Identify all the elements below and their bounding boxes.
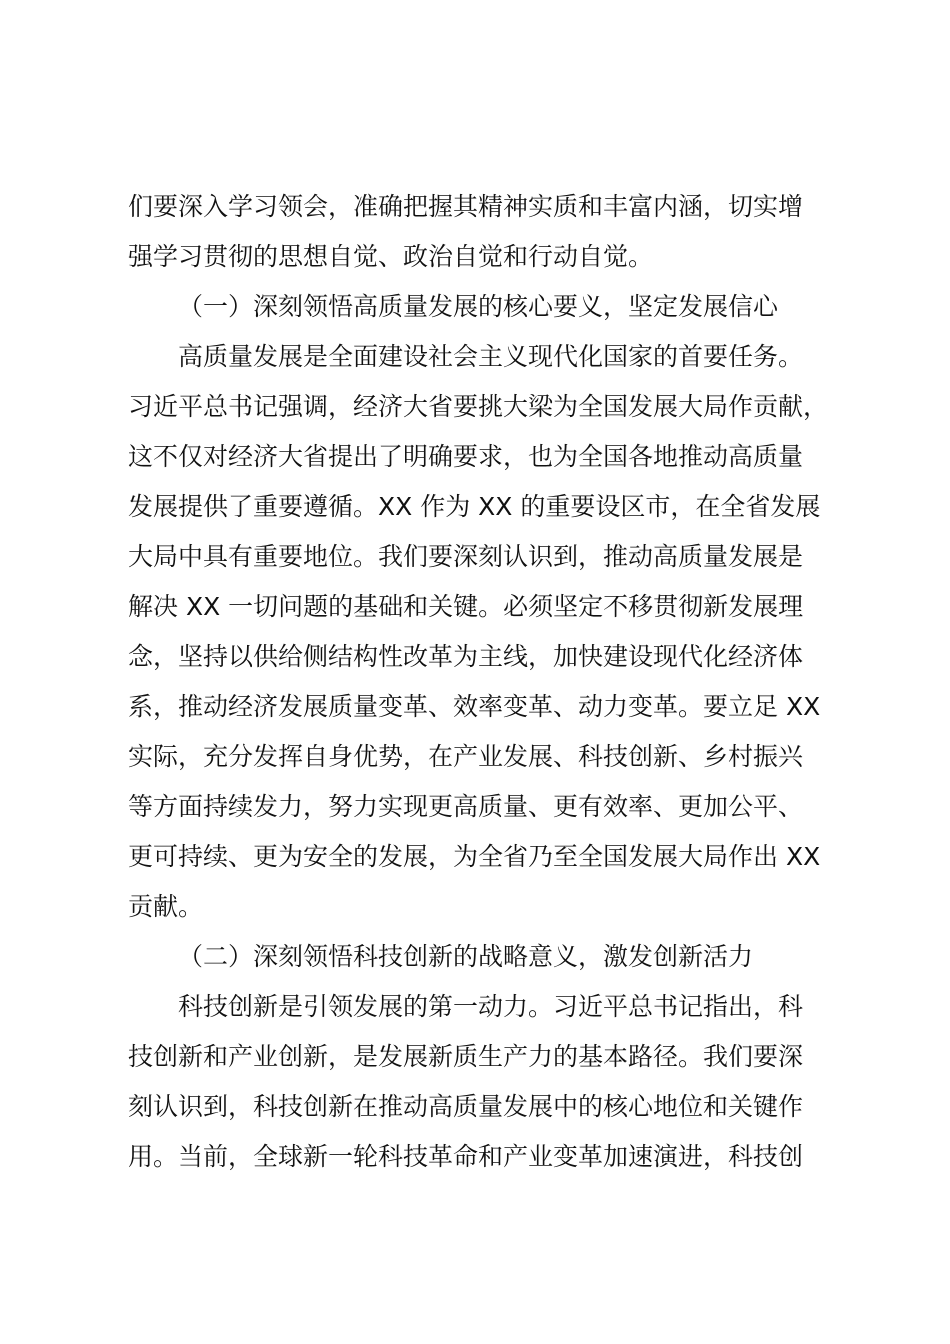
paragraph-line: 等方面持续发力，努力实现更高质量、更有效率、更加公平、: [128, 792, 804, 821]
paragraph-line: 技创新和产业创新，是发展新质生产力的基本路径。我们要深: [128, 1042, 804, 1071]
paragraph-line: 解决 XX 一切问题的基础和关键。必须坚定不移贯彻新发展理: [128, 592, 804, 621]
paragraph-line: 刻认识到，科技创新在推动高质量发展中的核心地位和关键作: [128, 1092, 804, 1121]
paragraph-line: 高质量发展是全面建设社会主义现代化国家的首要任务。: [178, 342, 804, 371]
paragraph-line: 习近平总书记强调，经济大省要挑大梁为全国发展大局作贡献，: [128, 392, 829, 421]
paragraph-line: 发展提供了重要遵循。XX 作为 XX 的重要设区市，在全省发展: [128, 492, 821, 521]
paragraph-line: 这不仅对经济大省提出了明确要求，也为全国各地推动高质量: [128, 442, 804, 471]
paragraph-line: 科技创新是引领发展的第一动力。习近平总书记指出，科: [178, 992, 804, 1021]
paragraph-line: 系，推动经济发展质量变革、效率变革、动力变革。要立足 XX: [128, 692, 821, 721]
paragraph-line: 更可持续、更为安全的发展，为全省乃至全国发展大局作出 XX: [128, 842, 821, 871]
paragraph-line: 贡献。: [128, 892, 204, 921]
section-heading-2: （二）深刻领悟科技创新的战略意义，激发创新活力: [178, 942, 754, 971]
section-heading-1: （一）深刻领悟高质量发展的核心要义，坚定发展信心: [178, 292, 779, 321]
paragraph-line: 念，坚持以供给侧结构性改革为主线，加快建设现代化经济体: [128, 642, 804, 671]
paragraph-line: 们要深入学习领会，准确把握其精神实质和丰富内涵，切实增: [128, 192, 804, 221]
paragraph-line: 实际，充分发挥自身优势，在产业发展、科技创新、乡村振兴: [128, 742, 804, 771]
paragraph-line: 用。当前，全球新一轮科技革命和产业变革加速演进，科技创: [128, 1142, 804, 1171]
paragraph-line: 大局中具有重要地位。我们要深刻认识到，推动高质量发展是: [128, 542, 804, 571]
paragraph-line: 强学习贯彻的思想自觉、政治自觉和行动自觉。: [128, 242, 654, 271]
